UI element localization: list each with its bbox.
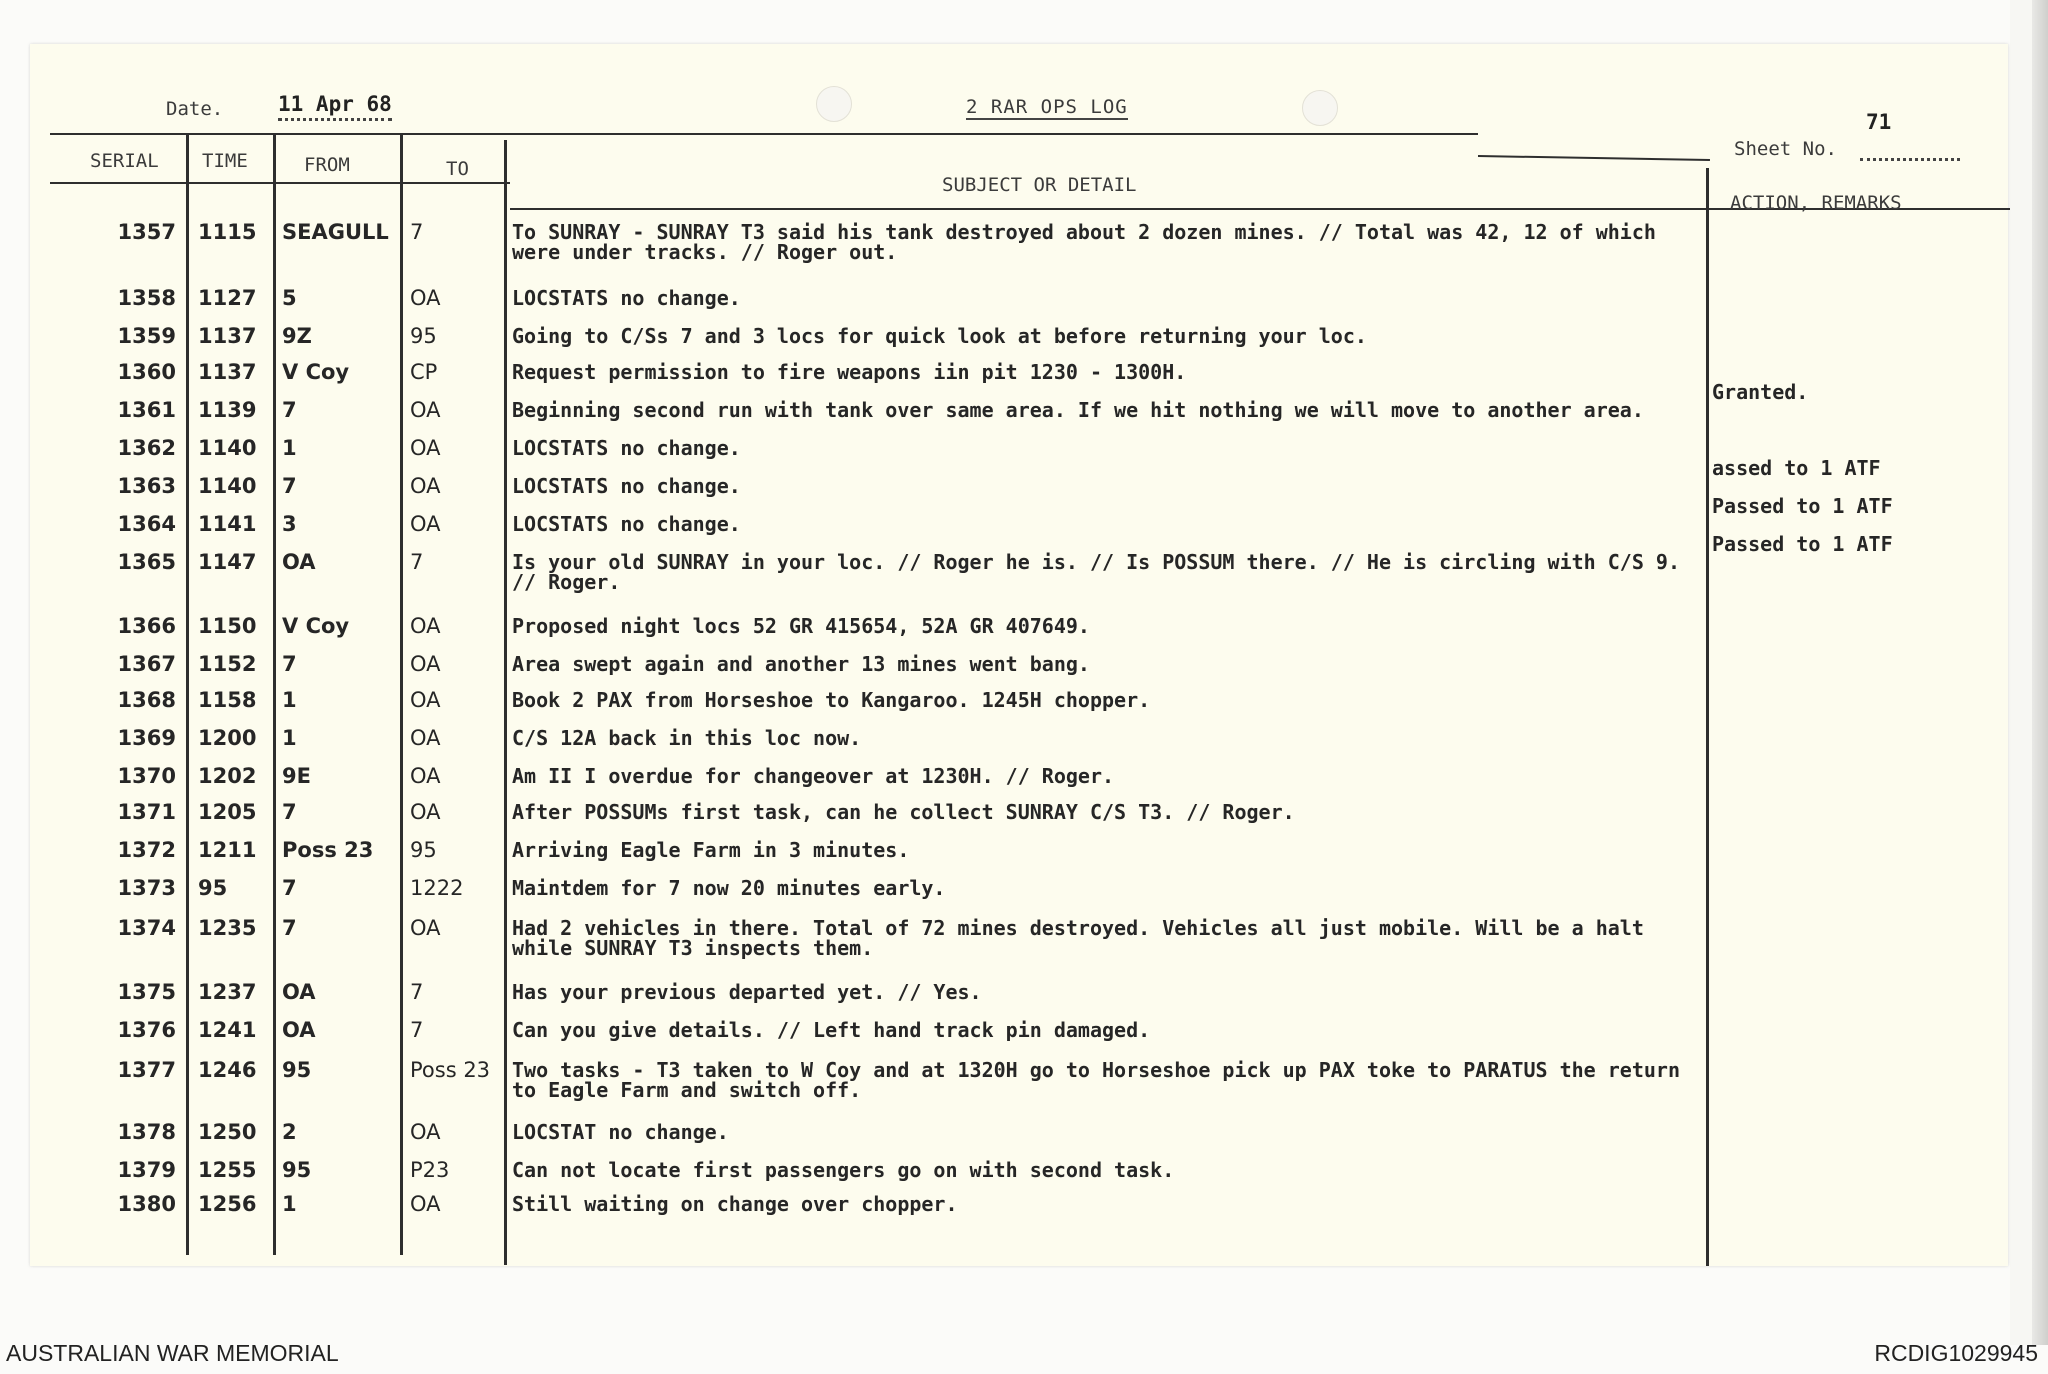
col-head-detail: SUBJECT OR DETAIL [942,174,1137,196]
detail-cell: Book 2 PAX from Horseshoe to Kangaroo. 1245H chopper. [512,688,1151,712]
date-label: Date. [166,98,224,120]
col-head-to: TO [446,158,469,180]
time-cell: 1127 [198,286,257,310]
detail-cell: LOCSTATS no change. [512,512,741,536]
to-cell: OA [410,764,441,788]
serial-cell: 1375 [117,980,176,1004]
time-cell: 1139 [198,398,257,422]
from-cell: 7 [282,876,297,900]
to-cell: OA [410,652,441,676]
detail-cell: Can you give details. // Left hand track pin damaged. [512,1018,1151,1042]
time-cell: 1256 [198,1192,257,1216]
to-cell: 95 [410,324,437,348]
to-cell: OA [410,1120,441,1144]
time-cell: 1237 [198,980,257,1004]
to-cell: Poss 23 [410,1058,491,1082]
serial-cell: 1362 [117,436,176,460]
detail-cell: Two tasks - T3 taken to W Coy and at 1320H go to Horseshoe pick up PAX toke to PARATUS the return to Eagle Farm and switch off. [512,1058,1680,1102]
to-cell: CP [410,360,438,384]
from-cell: V Coy [282,360,350,384]
time-cell: 1140 [198,474,257,498]
time-cell: 95 [198,876,228,900]
serial-cell: 1371 [117,800,176,824]
to-cell: OA [410,436,441,460]
serial-cell: 1366 [117,614,176,638]
from-cell: 7 [282,652,297,676]
time-cell: 1147 [198,550,257,574]
detail-cell: Request permission to fire weapons iin pit 1230 - 1300H. [512,360,1187,384]
top-rule [50,133,1478,135]
from-cell: 95 [282,1158,312,1182]
to-cell: OA [410,688,441,712]
detail-cell: Maintdem for 7 now 20 minutes early. [512,876,946,900]
action-cell: assed to 1 ATF [1712,456,1881,480]
time-cell: 1246 [198,1058,257,1082]
time-cell: 1211 [198,838,257,862]
serial-cell: 1365 [117,550,176,574]
serial-cell: 1364 [117,512,176,536]
time-cell: 1205 [198,800,257,824]
from-cell: 3 [282,512,297,536]
to-cell: OA [410,614,441,638]
from-cell: 7 [282,800,297,824]
from-cell: OA [282,1018,316,1042]
serial-cell: 1357 [117,220,176,244]
from-cell: 7 [282,916,297,940]
from-cell: 95 [282,1058,312,1082]
col-head-serial: SERIAL [90,150,159,172]
time-cell: 1250 [198,1120,257,1144]
log-row [0,1194,2048,1254]
serial-cell: 1378 [117,1120,176,1144]
time-cell: 1241 [198,1018,257,1042]
time-cell: 1137 [198,360,257,384]
detail-cell: LOCSTATS no change. [512,436,741,460]
serial-cell: 1358 [117,286,176,310]
action-cell: Granted. [1712,380,1809,404]
header-rule-left [50,182,510,184]
from-cell: 2 [282,1120,297,1144]
time-cell: 1202 [198,764,257,788]
detail-cell: Had 2 vehicles in there. Total of 72 mines destroyed. Vehicles all just mobile. Will be a halt while SUNRAY T3 inspects them. [512,916,1644,960]
from-cell: 5 [282,286,297,310]
time-cell: 1137 [198,324,257,348]
detail-cell: Proposed night locs 52 GR 415654, 52A GR 407649. [512,614,1090,638]
to-cell: 7 [410,550,424,574]
time-cell: 1200 [198,726,257,750]
time-cell: 1152 [198,652,257,676]
to-cell: OA [410,1192,441,1216]
detail-cell: To SUNRAY - SUNRAY T3 said his tank destroyed about 2 dozen mines. // Total was 42, 12 of which were under tracks. // Roger out. [512,220,1656,264]
col-head-time: TIME [202,150,248,172]
from-cell: V Coy [282,614,350,638]
detail-cell: LOCSTATS no change. [512,286,741,310]
serial-cell: 1368 [117,688,176,712]
to-cell: OA [410,474,441,498]
from-cell: 9Z [282,324,312,348]
detail-cell: After POSSUMs first task, can he collect SUNRAY C/S T3. // Roger. [512,800,1295,824]
detail-cell: Still waiting on change over chopper. [512,1192,958,1216]
from-cell: Poss 23 [282,838,374,862]
punch-hole [816,86,852,122]
to-cell: P23 [410,1158,450,1182]
serial-cell: 1361 [117,398,176,422]
serial-cell: 1377 [117,1058,176,1082]
to-cell: 7 [410,220,424,244]
serial-cell: 1363 [117,474,176,498]
from-cell: OA [282,550,316,574]
serial-cell: 1372 [117,838,176,862]
time-cell: 1158 [198,688,257,712]
from-cell: SEAGULL [282,220,389,244]
to-cell: OA [410,726,441,750]
detail-cell: LOCSTAT no change. [512,1120,729,1144]
col-head-from: FROM [304,154,350,176]
action-cell: Passed to 1 ATF [1712,532,1893,556]
from-cell: 1 [282,1192,297,1216]
serial-cell: 1360 [117,360,176,384]
detail-cell: Arriving Eagle Farm in 3 minutes. [512,838,910,862]
sheet-number: 71 [1866,110,1892,134]
detail-cell: Am II I overdue for changeover at 1230H. // Roger. [512,764,1115,788]
punch-hole [1302,90,1338,126]
col-head-action: ACTION, REMARKS [1730,192,1902,214]
log-row [0,1060,2048,1120]
serial-cell: 1370 [117,764,176,788]
serial-cell: 1369 [117,726,176,750]
sheet-label: Sheet No. [1734,138,1837,160]
serial-cell: 1376 [117,1018,176,1042]
from-cell: OA [282,980,316,1004]
date-value: 11 Apr 68 [278,92,392,121]
detail-cell: Has your previous departed yet. // Yes. [512,980,982,1004]
serial-cell: 1373 [117,876,176,900]
from-cell: 7 [282,474,297,498]
to-cell: 7 [410,980,424,1004]
to-cell: OA [410,916,441,940]
from-cell: 1 [282,436,297,460]
from-cell: 7 [282,398,297,422]
time-cell: 1255 [198,1158,257,1182]
detail-cell: Area swept again and another 13 mines went bang. [512,652,1090,676]
log-row [0,918,2048,978]
detail-cell: Going to C/Ss 7 and 3 locs for quick look at before returning your loc. [512,324,1367,348]
serial-cell: 1359 [117,324,176,348]
to-cell: OA [410,800,441,824]
detail-cell: Beginning second run with tank over same area. If we hit nothing we will move to another area. [512,398,1644,422]
to-cell: OA [410,286,441,310]
to-cell: 95 [410,838,437,862]
time-cell: 1115 [198,220,257,244]
serial-cell: 1374 [117,916,176,940]
sheet-dots [1860,140,1960,161]
to-cell: 1222 [410,876,464,900]
serial-cell: 1367 [117,652,176,676]
serial-cell: 1380 [117,1192,176,1216]
from-cell: 1 [282,726,297,750]
to-cell: OA [410,398,441,422]
from-cell: 9E [282,764,311,788]
to-cell: OA [410,512,441,536]
footer-right: RCDIG1029945 [1874,1340,2038,1366]
footer-left: AUSTRALIAN WAR MEMORIAL [6,1340,339,1366]
log-row [0,552,2048,612]
serial-cell: 1379 [117,1158,176,1182]
from-cell: 1 [282,688,297,712]
page-title: 2 RAR OPS LOG [966,96,1128,118]
time-cell: 1150 [198,614,257,638]
time-cell: 1140 [198,436,257,460]
detail-cell: C/S 12A back in this loc now. [512,726,862,750]
to-cell: 7 [410,1018,424,1042]
time-cell: 1235 [198,916,257,940]
log-row [0,222,2048,282]
detail-cell: LOCSTATS no change. [512,474,741,498]
action-cell: Passed to 1 ATF [1712,494,1893,518]
detail-cell: Is your old SUNRAY in your loc. // Roger he is. // Is POSSUM there. // He is circling with C/S 9. // Roger. [512,550,1680,594]
detail-cell: Can not locate first passengers go on with second task. [512,1158,1175,1182]
time-cell: 1141 [198,512,257,536]
